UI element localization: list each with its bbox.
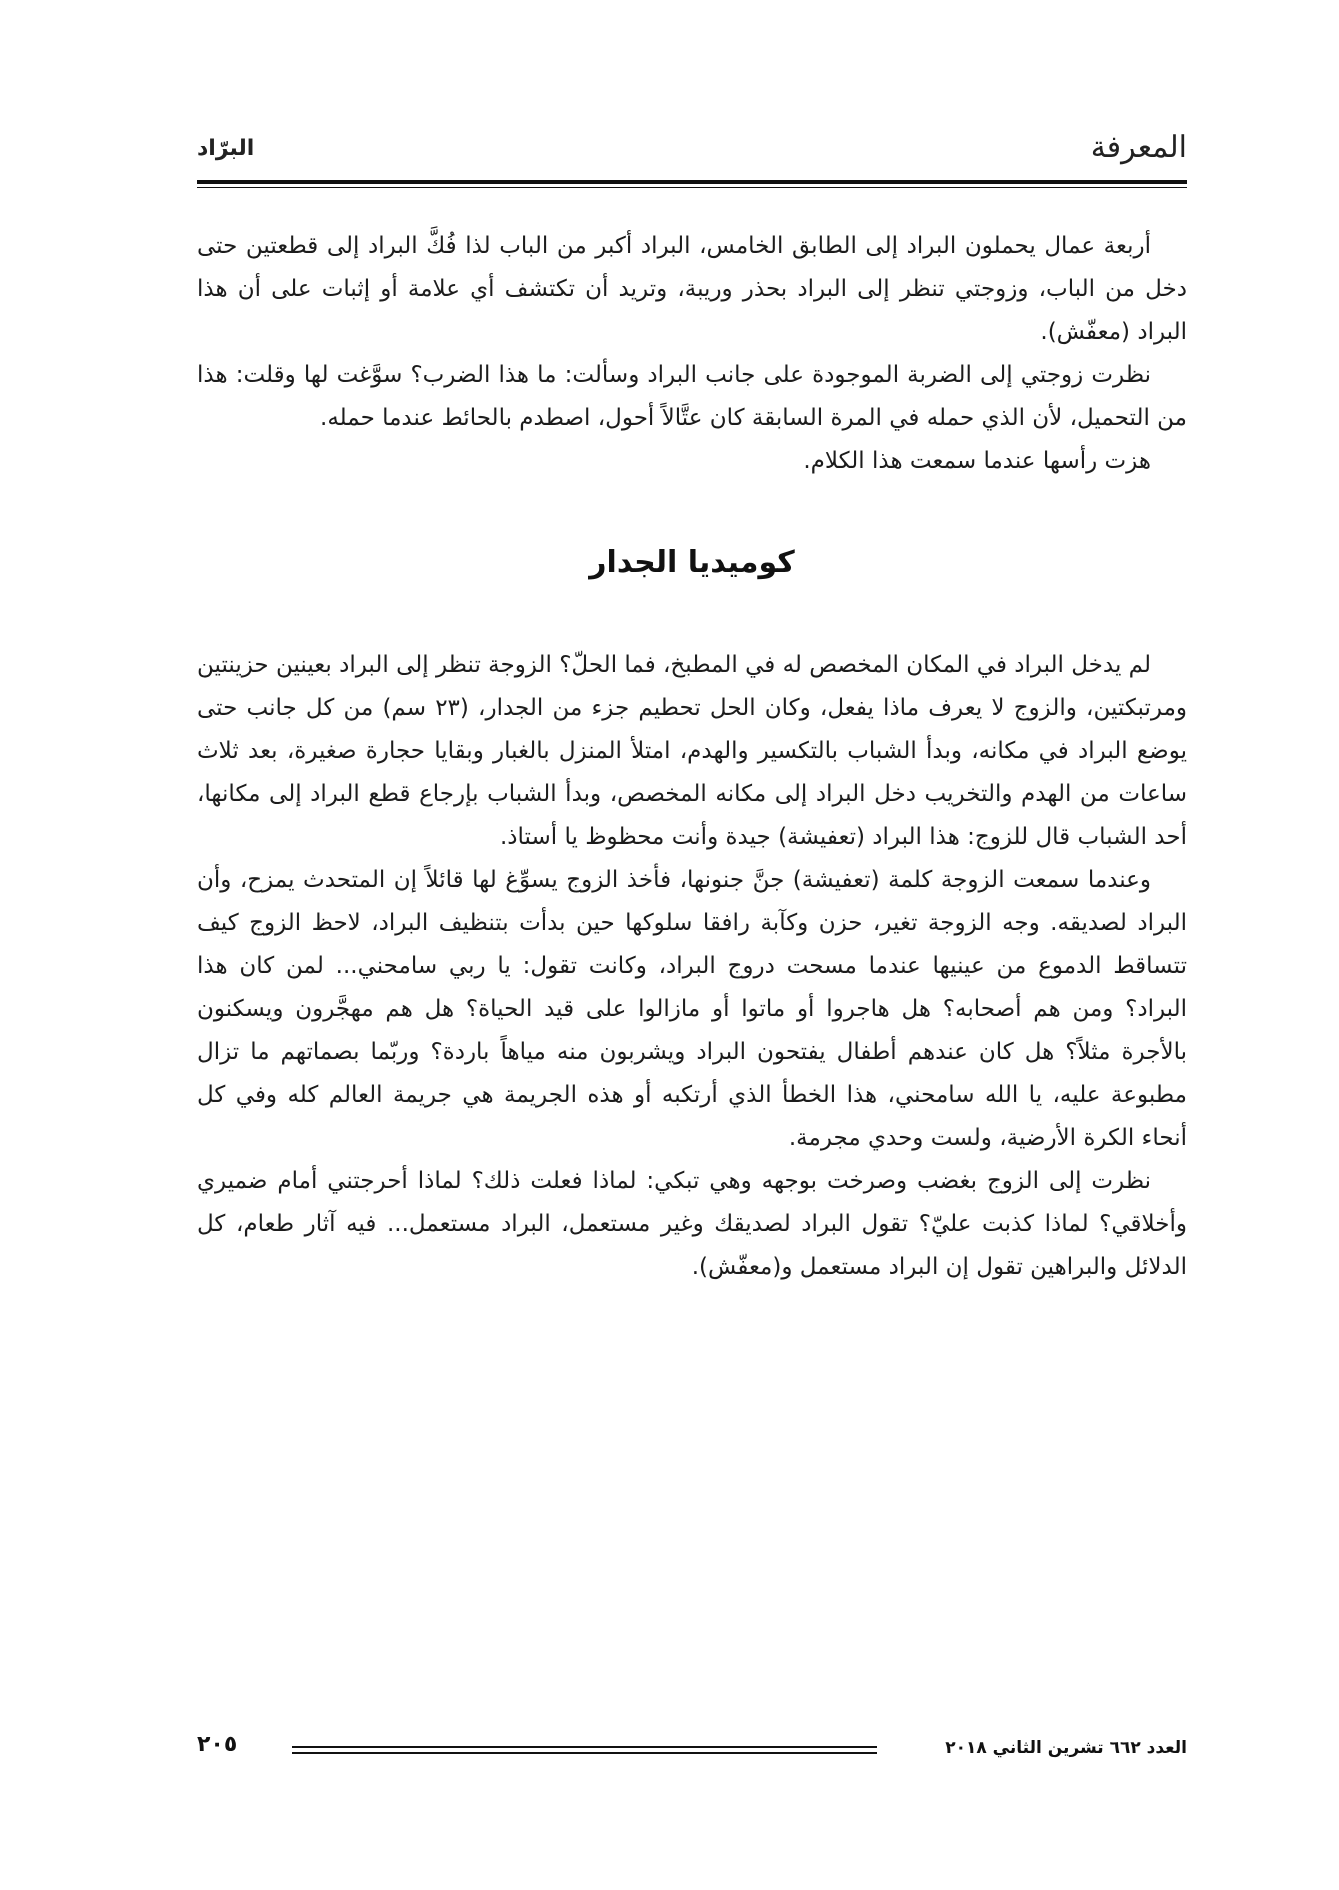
header-divider-thin xyxy=(197,187,1187,188)
section-heading: كوميديا الجدار xyxy=(589,545,795,580)
header-divider-thick xyxy=(197,180,1187,184)
paragraph: أربعة عمال يحملون البراد إلى الطابق الخامس، البراد أكبر من الباب لذا فُكَّ البراد إلى قطعتين حتى دخل من الباب، وزوجتي تنظر إلى البراد بحذر وريبة، وتريد أن تكتشف أي علامة أو إثبات على أن هذا البراد (معفّش). xyxy=(197,233,1187,345)
paragraph: وعندما سمعت الزوجة كلمة (تعفيشة) جنَّ جنونها، فأخذ الزوج يسوِّغ لها قائلاً إن المتحدث يمزح، وأن البراد لصديقه. وجه الزوجة تغير، حزن وكآبة رافقا سلوكها حين بدأت بتنظيف البراد، لاحظ الزوج كيف تتساقط الدموع من عينيها عندما مسحت دروج البراد، وكانت تقول: يا ربي سامحني... لمن كان هذا البراد؟ ومن هم أصحابه؟ هل هاجروا أو ماتوا أو مازالوا على قيد الحياة؟ هل هم مهجَّرون ويسكنون بالأجرة مثلاً؟ هل كان عندهم أطفال يفتحون البراد ويشربون منه مياهاً باردة؟ وربّما بصماتهم ما تزال مطبوعة عليه، يا الله سامحني، هذا الخطأ الذي أرتكبه أو هذه الجريمة هي جريمة العالم كله وفي كل أنحاء الكرة الأرضية، ولست وحدي مجرمة. xyxy=(197,867,1187,1151)
paragraph: هزت رأسها عندما سمعت هذا الكلام. xyxy=(803,448,1151,474)
paragraph: نظرت زوجتي إلى الضربة الموجودة على جانب البراد وسألت: ما هذا الضرب؟ سوَّغت لها وقلت: هذا من التحميل، لأن الذي حمله في المرة السابقة كان عتَّالاً أحول، اصطدم بالحائط عندما حمله. xyxy=(197,362,1187,431)
page-header xyxy=(197,130,1187,180)
issue-info: العدد ٦٦٢ تشرين الثاني ٢٠١٨ xyxy=(945,1738,1187,1758)
running-title: البرّاد xyxy=(197,136,255,161)
page-footer xyxy=(197,1732,1187,1774)
journal-logo: المعرفة xyxy=(1090,130,1187,165)
footer-divider xyxy=(292,1746,877,1754)
article-body xyxy=(197,225,1187,1289)
paragraph: لم يدخل البراد في المكان المخصص له في المطبخ، فما الحلّ؟ الزوجة تنظر إلى البراد بعينين حزينتين ومرتبكتين، والزوج لا يعرف ماذا يفعل، وكان الحل تحطيم جزء من الجدار، (٢٣ سم) من كل جانب حتى يوضع البراد في مكانه، وبدأ الشباب بالتكسير والهدم، امتلأ المنزل بالغبار وبقايا حجارة صغيرة، بعد ثلاث ساعات من الهدم والتخريب دخل البراد إلى مكانه المخصص، وبدأ الشباب بإرجاع قطع البراد إلى مكانها، أحد الشباب قال للزوج: هذا البراد (تعفيشة) جيدة وأنت محظوظ يا أستاذ. xyxy=(197,652,1187,850)
paragraph: نظرت إلى الزوج بغضب وصرخت بوجهه وهي تبكي: لماذا فعلت ذلك؟ لماذا أحرجتني أمام ضميري وأخلاقي؟ لماذا كذبت عليّ؟ تقول البراد لصديقك وغير مستعمل، البراد مستعمل... فيه آثار طعام، كل الدلائل والبراهين تقول إن البراد مستعمل و(معفّش). xyxy=(197,1168,1187,1280)
page-number: ٢٠٥ xyxy=(197,1732,238,1757)
